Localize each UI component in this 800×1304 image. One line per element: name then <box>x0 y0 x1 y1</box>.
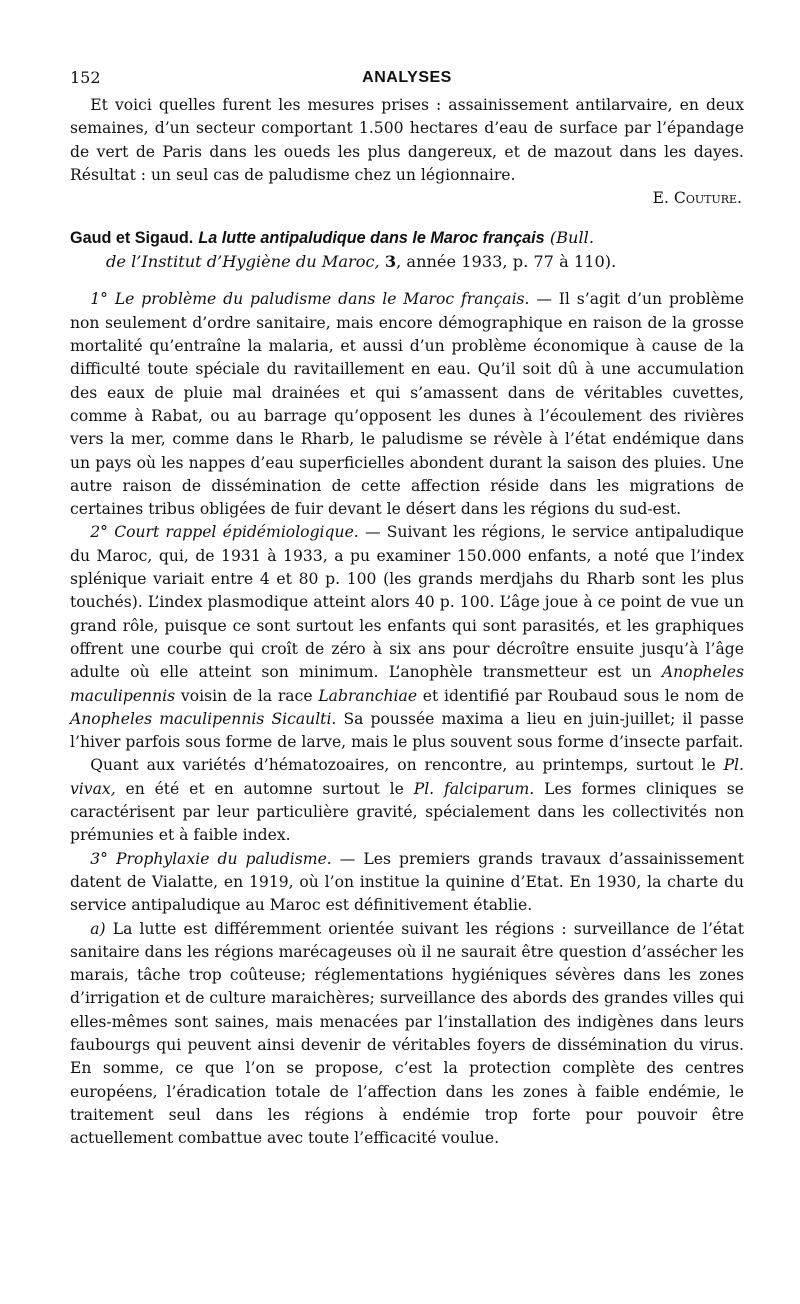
section-2b-text-b: en été et en automne surtout le <box>115 779 414 798</box>
section-3a-label: a) <box>90 919 106 938</box>
section-2-text-d: Sa poussée maxima a lieu en juin-juillet; il passe l’hiver parfois sous forme de larve, mais le plus souvent sous forme d’insecte parfait. <box>70 709 744 752</box>
reference-title: La lutte antipaludique dans le Maroc français <box>198 229 545 248</box>
species-name-2: Labranchiae <box>318 686 418 705</box>
section-3-paragraph <box>70 848 744 918</box>
page-header <box>70 58 744 88</box>
article-reference <box>70 226 744 274</box>
species-name-3: Anopheles maculipennis Sicaulti. <box>70 709 337 728</box>
reference-pages: , année 1933, p. 77 à 110). <box>396 252 617 272</box>
page-number: 152 <box>70 68 101 87</box>
section-3a-paragraph <box>70 918 744 1151</box>
section-2-paragraph <box>70 521 744 754</box>
section-2b-paragraph <box>70 754 744 847</box>
section-1-heading: 1° Le problème du paludisme dans le Maroc français. <box>90 290 530 309</box>
section-1-paragraph <box>70 288 744 521</box>
reference-volume: 3 <box>384 252 397 272</box>
section-3-text: — Les premiers grands travaux d’assainissement datent de Vialatte, en 1919, où l’on institue la quinine d’Etat. En 1930, la charte du service antipaludique au Maroc est définitivement établie. <box>70 849 744 915</box>
running-title: ANALYSES <box>362 69 452 86</box>
section-2b-text-a: Quant aux variétés d’hématozoaires, on rencontre, au printemps, surtout le <box>90 756 724 775</box>
species-falciparum: Pl. falciparum. <box>413 779 535 798</box>
section-2b-text-c: Les formes cliniques se caractérisent par leur particulière gravité, spécialement dans les collectivités non prémunies et à faible index. <box>70 779 744 845</box>
species-vivax: Pl. vivax, <box>70 756 744 798</box>
reviewer-signature: E. Couture. <box>652 189 742 208</box>
section-2-heading: 2° Court rappel épidémiologique. <box>90 523 359 542</box>
section-3-heading: 3° Prophylaxie du paludisme. <box>90 849 332 868</box>
reference-source-open: (Bull. <box>549 228 594 248</box>
section-3a-text: La lutte est différemment orientée suivant les régions : surveillance de l’état sanitaire dans les régions marécageuses où il ne saurait être question d’assécher les marais, tâche trop coûteuse; réglementations hygiéniques sévères dans les zones d’irrigation et de culture maraichères; surveillance des abords des grandes villes qui elles-mêmes sont saines, mais menacées par l’installation des indigènes dans leurs faubourgs qui peuvent ainsi devenir de véritables foyers de dissémination du virus. En somme, ce que l’on se propose, c’est la protection complète des centres européens, l’éradication totale de l’affection dans les zones à faible endémie, le traitement seul dans les régions à endémie trop forte pour pouvoir être actuellement combattue avec toute l’efficacité voulue. <box>70 919 744 1148</box>
previous-review-paragraph: Et voici quelles furent les mesures prises : assainissement antilarvaire, en deux semaines, d’un secteur comportant 1.500 hectares d’eau de surface par l’épandage de vert de Paris dans les oueds les plus dangereux, et de mazout dans les dayes. Résultat : un seul cas de paludisme chez un légionnaire. <box>70 96 744 184</box>
section-1-text: — Il s’agit d’un problème non seulement d’ordre sanitaire, mais encore démographique en raison de la grosse mortalité qu’entraîne la malaria, et aussi d’un problème économique à cause de la difficulté toute spéciale du ravitaillement en eau. Qu’il soit dû à une accumulation des eaux de pluie mal drainées et qui s’amassent dans de véritables cuvettes, comme à Rabat, ou au barrage qu’opposent les dunes à l’écoulement des rivières vers la mer, comme dans le Rharb, le paludisme se révèle à l’état endémique dans un pays où les nappes d’eau superficielles abondent durant la saison des pluies. Une autre raison de dissémination de cette affection réside dans les migrations de certaines tribus obligées de fuir devant le désert dans les régions du sud-est. <box>70 290 744 519</box>
section-2-text-a: — Suivant les régions, le service antipaludique du Maroc, qui, de 1931 à 1933, a pu examiner 150.000 enfants, a noté que l’index splénique variait entre 4 et 80 p. 100 (les grands merdjahs du Rharb sont les plus touchés). L’index plasmodique atteint alors 40 p. 100. L’âge joue à ce point de vue un grand rôle, puisque ce sont surtout les enfants qui sont parasités, et les graphiques offrent une courbe qui croît de zéro à six ans pour décroître ensuite jusqu’à l’âge adulte où elle atteint son minimum. L’anophèle transmetteur est un <box>70 523 745 682</box>
section-2-text-c: et identifié par Roubaud sous le nom de <box>417 686 744 705</box>
reference-source-line <box>70 250 744 274</box>
reference-authors: Gaud et Sigaud. <box>70 229 194 248</box>
section-2-text-b: voisin de la race <box>175 686 319 705</box>
species-name-1: Anopheles maculipennis <box>70 663 744 705</box>
reference-journal: de l’Institut d’Hygiène du Maroc, <box>106 252 380 272</box>
